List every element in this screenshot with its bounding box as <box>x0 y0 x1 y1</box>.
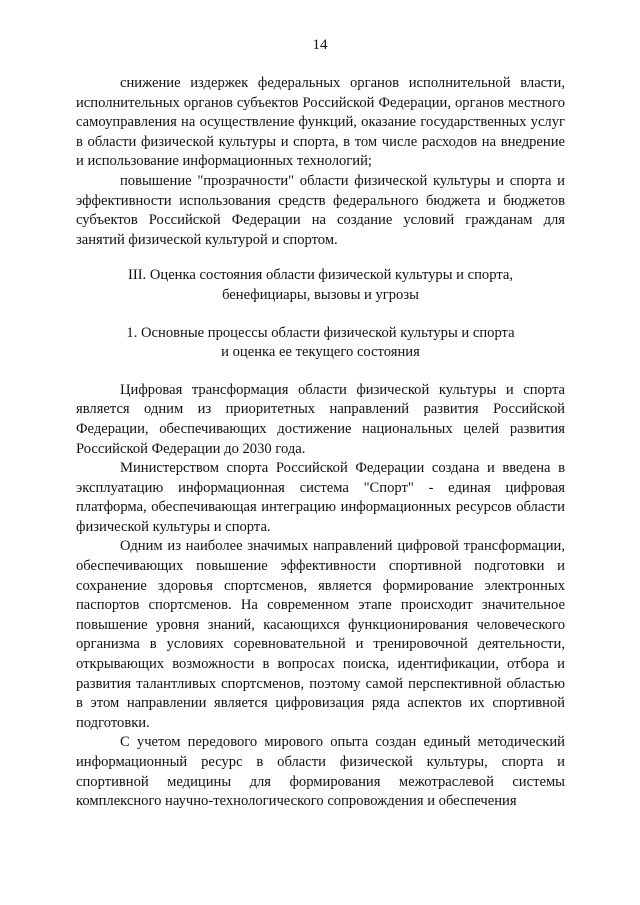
paragraph-methodological-resource: С учетом передового мирового опыта создан единый методический информационный ресурс в области физической культуры, спорта и спортивной медицины для формирования межотраслевой системы комплексного научно-технологического сопровождения и обеспечения <box>76 734 565 810</box>
subsection-heading-line-2: и оценка ее текущего состояния <box>221 344 420 361</box>
list-item-cost-reduction: снижение издержек федеральных органов исполнительной власти, исполнительных органов субъектов Российской Федерации, органов местного самоуправления на осуществление функций, оказание государственных услуг в области физической культуры и спорта, в том числе расходов на внедрение и использование информационных технологий; <box>76 75 565 170</box>
list-item-transparency: повышение "прозрачности" области физической культуры и спорта и эффективности использования средств федерального бюджета и бюджетов субъектов Российской Федерации на создание условий гражданам для занятий физической культурой и спортом. <box>76 172 565 248</box>
subsection-heading-line-1: 1. Основные процессы области физической культуры и спорта <box>126 324 515 341</box>
page-number: 14 <box>312 37 328 53</box>
paragraph-digital-transformation: Цифровая трансформация области физической культуры и спорта является одним из приоритетных направлений развития Российской Федерации, обеспечивающих достижение национальных целей развития Российской Федерации до 2030 года. <box>76 381 565 457</box>
subsection-heading <box>76 324 565 363</box>
section-heading-line-1: III. Оценка состояния области физической культуры и спорта, <box>127 267 514 284</box>
section-heading-line-2: бенефициары, вызовы и угрозы <box>222 286 419 303</box>
paragraph-athlete-passports: Одним из наиболее значимых направлений цифровой трансформации, обеспечивающих повышение эффективности спортивной подготовки и сохранение здоровья спортсменов, является формирование электронных паспортов спортсменов. На современном этапе происходит значительное повышение уровня знаний, касающихся функционирования человеческого организма в условиях соревновательной и тренировочной деятельности, открывающих возможности в вопросах поиска, идентификации, отбора и развития талантливых спортсменов, поэтому самой перспективной областью в этом направлении является цифровизация ряда аспектов их спортивной подготовки. <box>76 538 565 731</box>
paragraph-sport-system: Министерством спорта Российской Федерации создана и введена в эксплуатацию информационная система "Спорт" - единая цифровая платформа, обеспечивающая интеграцию информационных ресурсов области физической культуры и спорта. <box>76 460 565 535</box>
section-heading <box>76 266 565 305</box>
document-body <box>76 74 565 812</box>
